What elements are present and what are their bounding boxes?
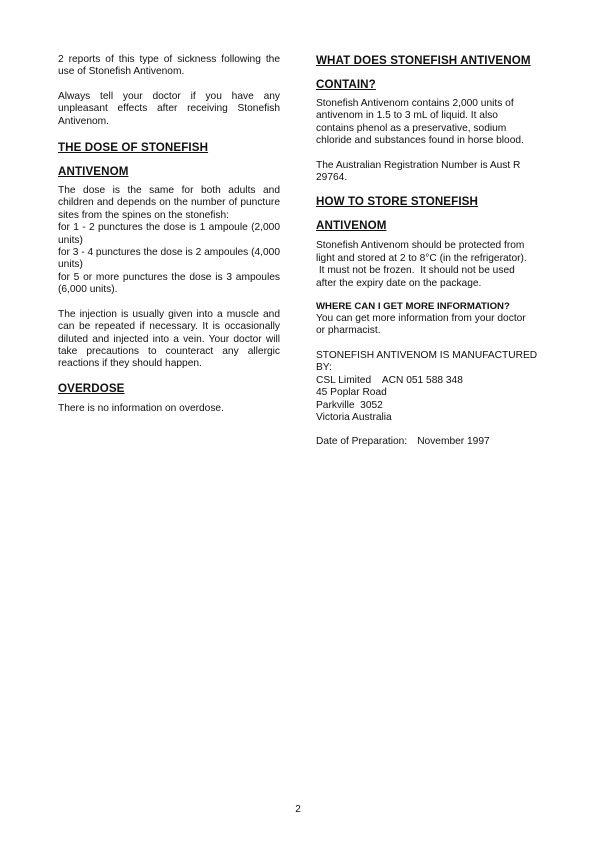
date-label: Date of Preparation: <box>316 436 408 448</box>
manufacturer-paragraph <box>316 350 540 424</box>
overdose-heading: OVERDOSE <box>58 381 125 395</box>
dose-line-1: for 1 - 2 punctures the dose is 1 ampoule (2,000 units) <box>58 222 280 246</box>
dose-line-2: for 3 - 4 punctures the dose is 2 ampoules (4,000 units) <box>58 247 280 271</box>
registration-line-2: 29764. <box>316 172 348 184</box>
left-column <box>58 54 280 415</box>
info-paragraph <box>316 313 540 338</box>
date-value: November 1997 <box>417 436 490 448</box>
contain-line-3: contains phenol as a preservative, sodium <box>316 122 507 134</box>
contain-line-1: Stonefish Antivenom contains 2,000 units of <box>316 98 514 109</box>
manufacturer-line-5: Parkville 3052 <box>316 399 383 411</box>
store-line-1: Stonefish Antivenom should be protected from <box>316 240 525 252</box>
store-heading-line-1: HOW TO STORE STONEFISH <box>316 195 478 209</box>
info-line-1: You can get more information from your doctor <box>316 313 526 325</box>
registration-paragraph <box>316 160 540 185</box>
overdose-paragraph: There is no information on overdose. <box>58 402 224 414</box>
right-column <box>316 54 540 449</box>
date-of-preparation <box>316 436 540 448</box>
registration-line-1: The Australian Registration Number is Aust R <box>316 159 521 171</box>
page-number: 2 <box>295 804 301 815</box>
manufacturer-line-2: BY: <box>316 362 332 374</box>
intro-paragraph: 2 reports of this type of sickness following the use of Stonefish Antivenom. <box>58 54 280 78</box>
contain-line-4: chloride and substances found in horse blood. <box>316 135 524 147</box>
manufacturer-line-1: STONEFISH ANTIVENOM IS MANUFACTURED <box>316 349 538 361</box>
info-heading: WHERE CAN I GET MORE INFORMATION? <box>316 301 510 313</box>
contain-heading-line-1: WHAT DOES STONEFISH ANTIVENOM <box>316 54 531 67</box>
always-tell-paragraph: Always tell your doctor if you have any unpleasant effects after receiving Stonefish Antivenom. <box>58 90 280 127</box>
contain-heading-line-2: CONTAIN? <box>316 78 376 91</box>
injection-paragraph: The injection is usually given into a muscle and can be repeated if necessary. It is occasionally diluted and injected into a vein. Your doctor will take precautions to counteract any allergic reactions if they should happen. <box>58 308 280 370</box>
store-heading-line-2: ANTIVENOM <box>316 219 387 233</box>
store-line-3: It must not be frozen. It should not be used <box>316 265 515 277</box>
dose-heading-line-2: ANTIVENOM <box>58 165 129 179</box>
manufacturer-line-4: 45 Poplar Road <box>316 387 387 399</box>
manufacturer-line-3: CSL Limited ACN 051 588 348 <box>316 374 463 386</box>
store-line-2: light and stored at 2 to 8°C (in the refrigerator). <box>316 252 527 264</box>
manufacturer-line-6: Victoria Australia <box>316 411 392 423</box>
info-line-2: or pharmacist. <box>316 325 381 337</box>
contain-line-2: antivenom in 1.5 to 3 mL of liquid. It also <box>316 110 498 122</box>
store-line-4: after the expiry date on the package. <box>316 277 482 289</box>
dose-line-3: for 5 or more punctures the dose is 3 ampoules (6,000 units). <box>58 271 280 296</box>
store-paragraph <box>316 240 540 290</box>
dose-heading-line-1: THE DOSE OF STONEFISH <box>58 141 209 155</box>
contain-paragraph <box>316 98 540 148</box>
dose-intro-paragraph: The dose is the same for both adults and children and depends on the number of puncture sites from the spines on the stonefish: <box>58 185 280 221</box>
